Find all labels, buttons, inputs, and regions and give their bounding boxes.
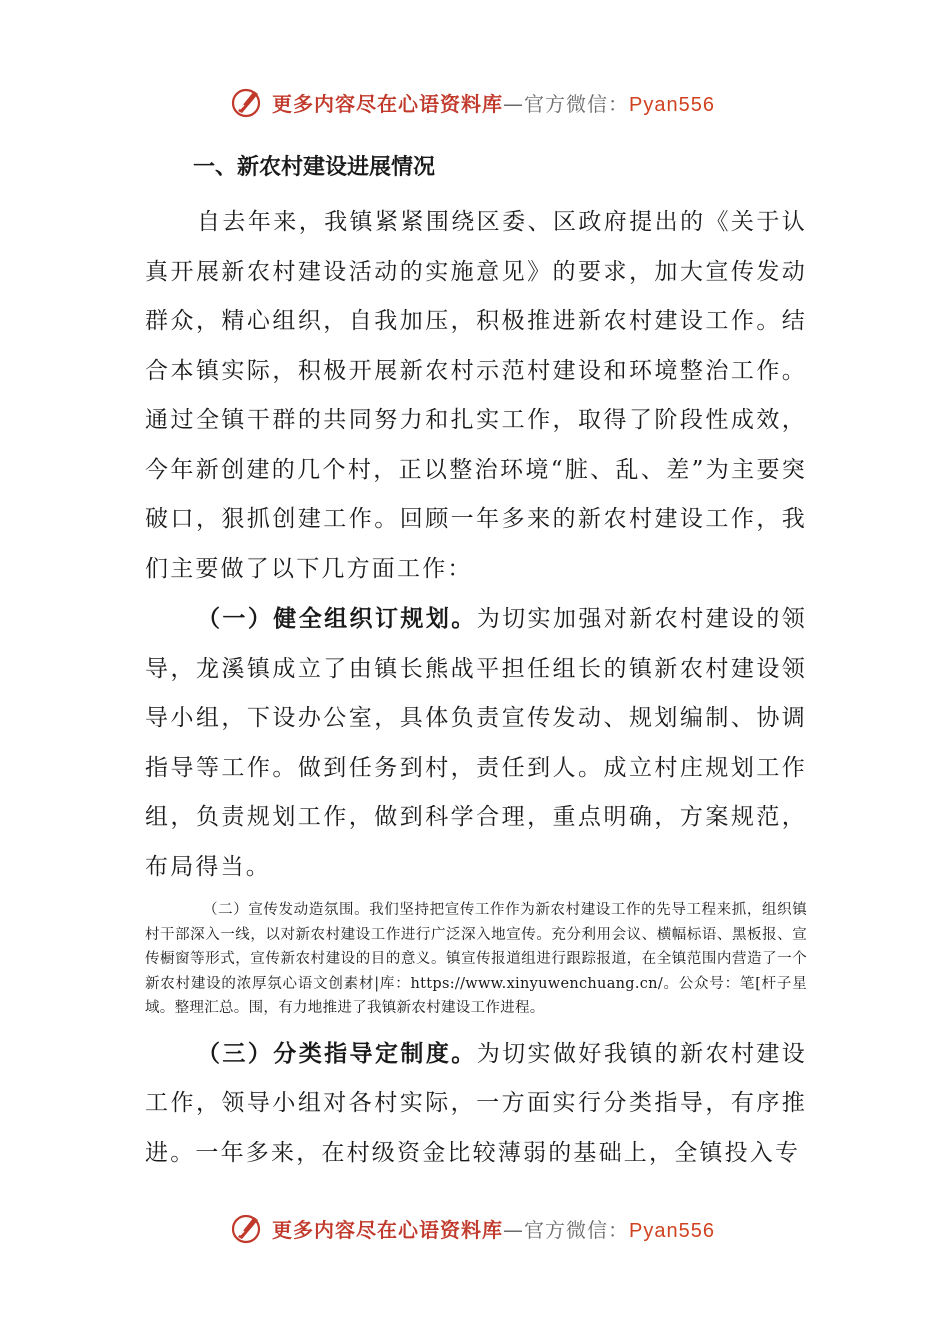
quill-pen-logo-icon [230,85,264,119]
watermark-title: 更多内容尽在心语资料库 [272,1217,503,1242]
watermark-header [230,82,750,122]
paragraph-publicity: （二）宣传发动造氛围。我们坚持把宣传工作作为新农村建设工作的先导工程来抓，组织镇村干部深入一线，以对新农村建设工作进行广泛深入地宣传。充分利用会议、横幅标语、黑板报、宣传橱窗等形式，宣传新农村建设的目的意义。镇宣传报道组进行跟踪报道，在全镇范围内营造了一个新农村建设的浓厚氛心语文创素材|库：https://www.xinyuwenchuang.cn/。公众号：笔[杆子星域。整理汇总。围，有力地推进了我镇新农村建设工作进程。 [145,902,807,1016]
section-heading: 一、新农村建设进展情况 [193,155,436,180]
paragraph-guidance-body: 为切实做好我镇的新农村建设工作，领导小组对各村实际，一方面实行分类指导，有序推进。一年多来，在村级资金比较薄弱的基础上，全镇投入专 [145,1040,807,1166]
paragraph-guidance-lead: （三）分类指导定制度。 [197,1039,477,1067]
watermark-handle: Pyan556 [629,93,715,116]
watermark-footer [230,1208,750,1248]
watermark-dash: — [503,1217,524,1242]
paragraph-guidance [145,1029,807,1179]
paragraph-organization-lead: （一）健全组织订规划。 [197,605,477,632]
paragraph-organization [145,594,807,892]
watermark-wechat-label: 官方微信： [524,91,629,116]
watermark-title: 更多内容尽在心语资料库 [272,91,503,116]
quill-pen-logo-icon [230,1211,264,1245]
watermark-handle: Pyan556 [629,1219,715,1242]
intro-paragraph: 自去年来，我镇紧紧围绕区委、区政府提出的《关于认真开展新农村建设活动的实施意见》的要求，加大宣传发动群众，精心组织，自我加压，积极推进新农村建设工作。结合本镇实际，积极开展新农村示范村建设和环境整治工作。通过全镇干群的共同努力和扎实工作，取得了阶段性成效，今年新创建的几个村，正以整治环境“脏、乱、差”为主要突破口，狠抓创建工作。回顾一年多来的新农村建设工作，我们主要做了以下几方面工作： [145,209,807,582]
watermark-dash: — [503,91,524,116]
watermark-wechat-label: 官方微信： [524,1217,629,1242]
document-body [145,148,807,1178]
paragraph-organization-body: 为切实加强对新农村建设的领导，龙溪镇成立了由镇长熊战平担任组长的镇新农村建设领导小组，下设办公室，具体负责宣传发动、规划编制、协调指导等工作。做到任务到村，责任到人。成立村庄规划工作组，负责规划工作，做到科学合理，重点明确，方案规范，布局得当。 [145,606,807,880]
